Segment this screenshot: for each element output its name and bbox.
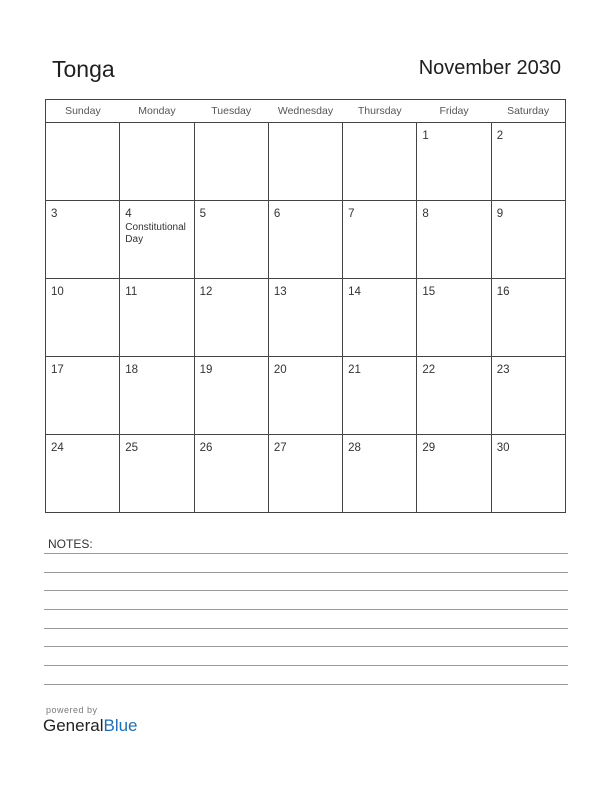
brand-name-part1: General <box>43 716 104 735</box>
note-line <box>44 665 568 666</box>
day-cell <box>491 123 565 201</box>
day-cell <box>417 435 491 513</box>
calendar-grid <box>45 99 566 513</box>
day-cell <box>46 123 120 201</box>
day-cell <box>343 123 417 201</box>
day-number: 16 <box>496 286 510 298</box>
day-cell <box>120 357 194 435</box>
day-number: 13 <box>273 286 287 298</box>
day-number: 7 <box>348 208 355 220</box>
weekday-header: Friday <box>417 100 491 123</box>
day-cell <box>46 279 120 357</box>
day-cell <box>417 201 491 279</box>
day-cell <box>343 279 417 357</box>
note-line <box>44 628 568 629</box>
day-cell <box>417 123 491 201</box>
day-cell <box>46 357 120 435</box>
day-cell <box>120 201 194 279</box>
day-number: 12 <box>199 286 213 298</box>
day-number: 19 <box>199 364 213 376</box>
day-number: 21 <box>348 364 361 376</box>
day-cell <box>194 279 268 357</box>
week-row <box>46 357 566 435</box>
day-cell <box>120 435 194 513</box>
day-number: 9 <box>496 208 504 220</box>
day-cell <box>120 279 194 357</box>
day-number: 20 <box>273 364 287 376</box>
note-line <box>44 646 568 647</box>
day-cell <box>343 435 417 513</box>
week-row <box>46 201 566 279</box>
month-year-title: November 2030 <box>418 57 561 79</box>
day-cell <box>491 357 565 435</box>
note-line <box>44 684 568 685</box>
day-cell <box>268 123 342 201</box>
day-cell <box>268 435 342 513</box>
week-row <box>46 123 566 201</box>
note-line <box>44 590 568 591</box>
day-number: 18 <box>125 364 139 376</box>
weekday-header: Wednesday <box>268 100 342 123</box>
day-cell <box>194 201 268 279</box>
week-row <box>46 279 566 357</box>
day-cell <box>268 279 342 357</box>
weekday-header: Sunday <box>46 100 120 123</box>
holiday-label: Constitutional Day <box>125 222 186 245</box>
weekday-header: Thursday <box>343 100 417 123</box>
day-cell <box>194 357 268 435</box>
day-cell <box>417 279 491 357</box>
brand-logo <box>43 716 138 736</box>
day-number: 10 <box>51 286 64 298</box>
day-number: 17 <box>51 364 64 376</box>
day-cell <box>417 357 491 435</box>
day-number: 23 <box>496 364 510 376</box>
notes-label: NOTES: <box>48 537 93 551</box>
day-number: 4 <box>125 208 132 220</box>
day-number: 8 <box>422 208 429 220</box>
day-number: 29 <box>422 442 436 454</box>
weekday-header: Saturday <box>491 100 565 123</box>
day-number: 26 <box>199 442 213 454</box>
brand-name-part2: Blue <box>103 716 138 735</box>
day-cell <box>268 357 342 435</box>
weekday-header: Tuesday <box>194 100 268 123</box>
day-number: 30 <box>496 442 510 454</box>
day-number: 6 <box>273 208 281 220</box>
day-cell <box>46 435 120 513</box>
weekday-header: Monday <box>120 100 194 123</box>
note-line <box>44 553 568 554</box>
day-number: 3 <box>51 208 58 220</box>
day-cell <box>491 201 565 279</box>
day-cell <box>120 123 194 201</box>
week-row <box>46 435 566 513</box>
day-cell <box>343 357 417 435</box>
note-line <box>44 609 568 610</box>
day-cell <box>491 279 565 357</box>
powered-by-text: powered by <box>46 705 98 715</box>
day-number: 22 <box>422 364 436 376</box>
country-title: Tonga <box>52 56 115 82</box>
day-number: 27 <box>273 442 287 454</box>
day-number: 14 <box>348 286 361 298</box>
day-cell <box>268 201 342 279</box>
day-cell <box>194 435 268 513</box>
day-cell <box>194 123 268 201</box>
day-number: 28 <box>348 442 361 454</box>
day-cell <box>491 435 565 513</box>
day-number: 24 <box>51 442 64 454</box>
weekday-header-row <box>46 100 566 123</box>
day-number: 1 <box>422 130 429 142</box>
day-cell <box>46 201 120 279</box>
day-number: 5 <box>199 208 206 220</box>
day-cell <box>343 201 417 279</box>
day-number: 25 <box>125 442 139 454</box>
note-line <box>44 572 568 573</box>
day-number: 15 <box>422 286 436 298</box>
day-number: 11 <box>125 286 138 298</box>
day-number: 2 <box>496 130 504 142</box>
